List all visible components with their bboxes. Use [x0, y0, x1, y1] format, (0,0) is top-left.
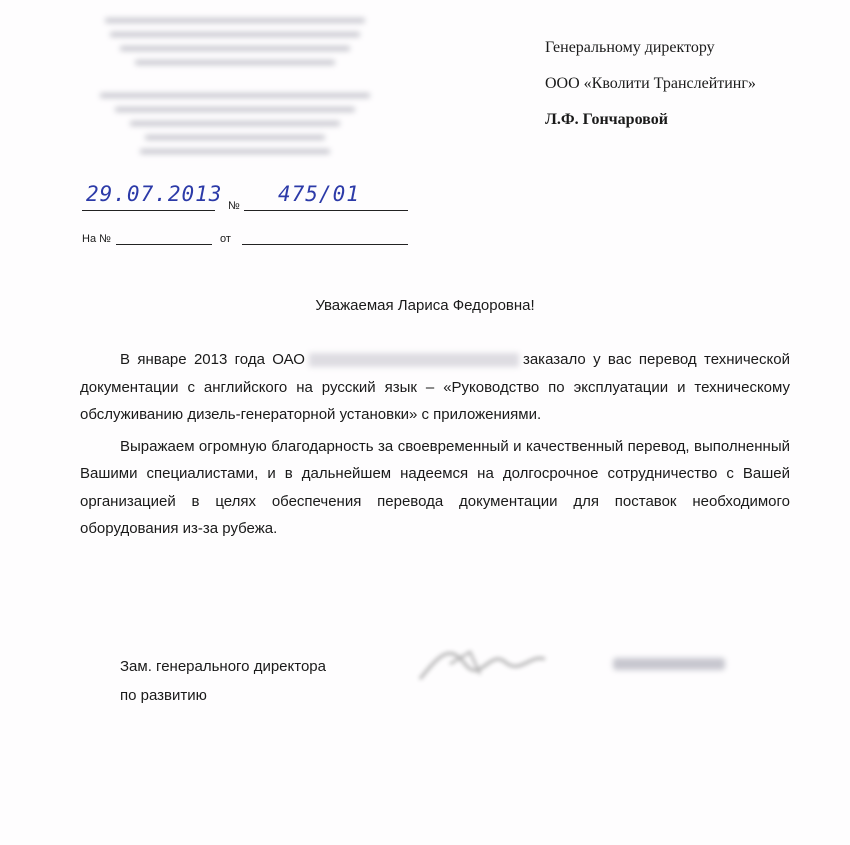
body-paragraph-2: Выражаем огромную благодарность за своевременный и качественный перевод, выполненный Вашими специалистами, и в дальнейшем надеемся на долгосрочное сотрудничество с Вашей организацией в целях обеспечения перевода документации для поставок необходимого оборудования из-за рубежа.	[80, 437, 790, 537]
salutation: Уважаемая Лариса Федоровна!	[315, 297, 535, 314]
signatory-title-line2: по развитию	[120, 687, 207, 704]
number-sign: №	[228, 200, 240, 212]
redacted-company-name	[309, 353, 519, 367]
date-underline	[82, 210, 215, 211]
reply-number-underline	[116, 244, 212, 245]
reply-date-underline	[242, 244, 408, 245]
addressee-name: Л.Ф. Гончаровой	[545, 111, 668, 128]
number-underline	[244, 210, 408, 211]
handwritten-signature	[410, 634, 550, 694]
letterhead-blurred	[80, 8, 390, 178]
body-paragraph-1	[80, 346, 790, 429]
body-p1-start: В январе 2013 года ОАО	[120, 351, 305, 368]
addressee-block	[545, 30, 756, 138]
outgoing-number: 475/01	[278, 182, 360, 206]
signatory-title	[120, 652, 326, 710]
letter-body	[80, 346, 790, 547]
outgoing-date: 29.07.2013	[86, 182, 223, 206]
body-p1-rest: заказало у вас перевод технической документации с английского на русский язык – «Руководство по эксплуатации и техническому обслуживанию дизель-генераторной установки» с приложениями.	[80, 351, 790, 423]
registration-block	[82, 182, 412, 252]
reply-from-label: от	[220, 233, 231, 245]
addressee-position: Генеральному директору	[545, 39, 715, 56]
addressee-company: ООО «Кволити Транслейтинг»	[545, 75, 756, 92]
signer-name-blurred	[613, 658, 725, 670]
reply-to-label: На №	[82, 233, 111, 245]
signatory-title-line1: Зам. генерального директора	[120, 658, 326, 675]
